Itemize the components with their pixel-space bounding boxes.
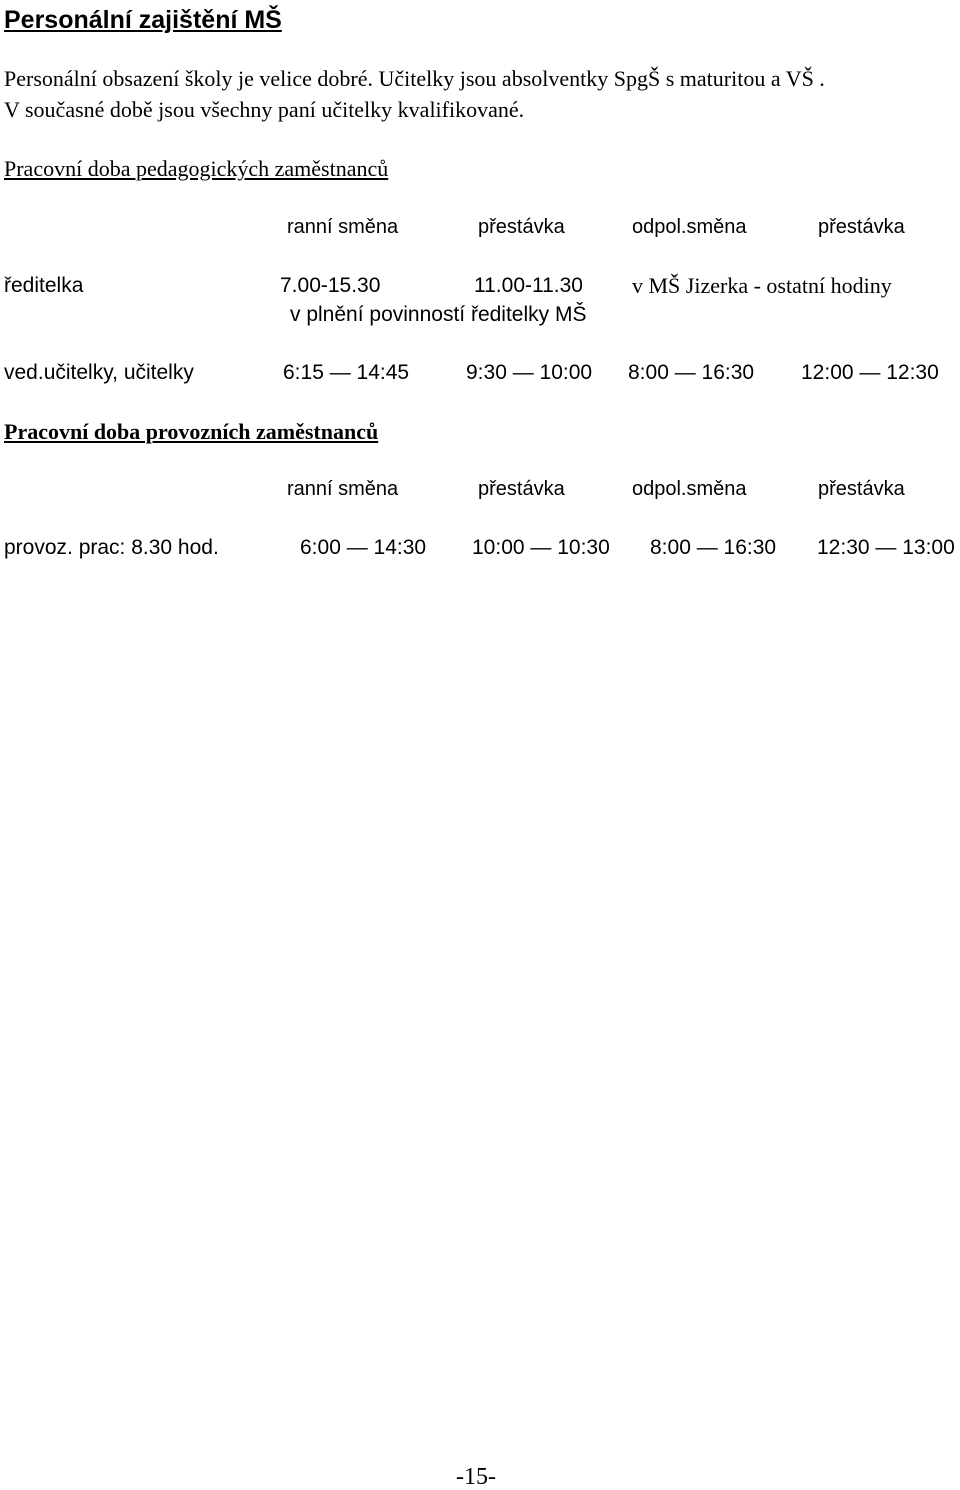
op-col-break2: přestávka — [818, 478, 905, 500]
op-afternoon: 8:00 — 16:30 — [650, 536, 777, 559]
director-note: v MŠ Jizerka - ostatní hodiny — [632, 273, 892, 298]
ped-col-afternoon: odpol.směna — [632, 216, 747, 238]
op-morning: 6:00 — 14:30 — [300, 536, 427, 559]
operational-heading: Pracovní doba provozních zaměstnanců — [4, 419, 379, 444]
ped-col-break: přestávka — [478, 216, 565, 238]
ped-col-break2: přestávka — [818, 216, 905, 238]
page-number: -15- — [456, 1464, 496, 1490]
op-break2: 12:30 — 13:00 — [817, 536, 955, 559]
director-break: 11.00-11.30 — [474, 274, 583, 297]
intro-line-1: Personální obsazení školy je velice dobré. Učitelky jsou absolventky SpgŠ s maturitou a VŠ . — [4, 66, 825, 91]
director-note-2: v plnění povinností ředitelky MŠ — [290, 303, 587, 326]
intro-line-2: V současné době jsou všechny paní učitelky kvalifikované. — [4, 97, 525, 122]
teachers-afternoon: 8:00 — 16:30 — [628, 361, 755, 384]
row-label-teachers: ved.učitelky, učitelky — [4, 361, 194, 384]
row-label-operational: provoz. prac: 8.30 hod. — [4, 536, 219, 559]
op-col-break: přestávka — [478, 478, 565, 500]
op-break: 10:00 — 10:30 — [472, 536, 610, 559]
page-title: Personální zajištění MŠ — [4, 6, 282, 34]
teachers-break: 9:30 — 10:00 — [466, 361, 593, 384]
op-col-afternoon: odpol.směna — [632, 478, 747, 500]
teachers-morning: 6:15 — 14:45 — [283, 361, 410, 384]
teachers-break2: 12:00 — 12:30 — [801, 361, 939, 384]
ped-col-morning: ranní směna — [287, 216, 399, 238]
row-label-director: ředitelka — [4, 274, 84, 297]
director-morning: 7.00-15.30 — [280, 274, 381, 297]
op-col-morning: ranní směna — [287, 478, 399, 500]
pedagogical-heading: Pracovní doba pedagogických zaměstnanců — [4, 156, 389, 181]
